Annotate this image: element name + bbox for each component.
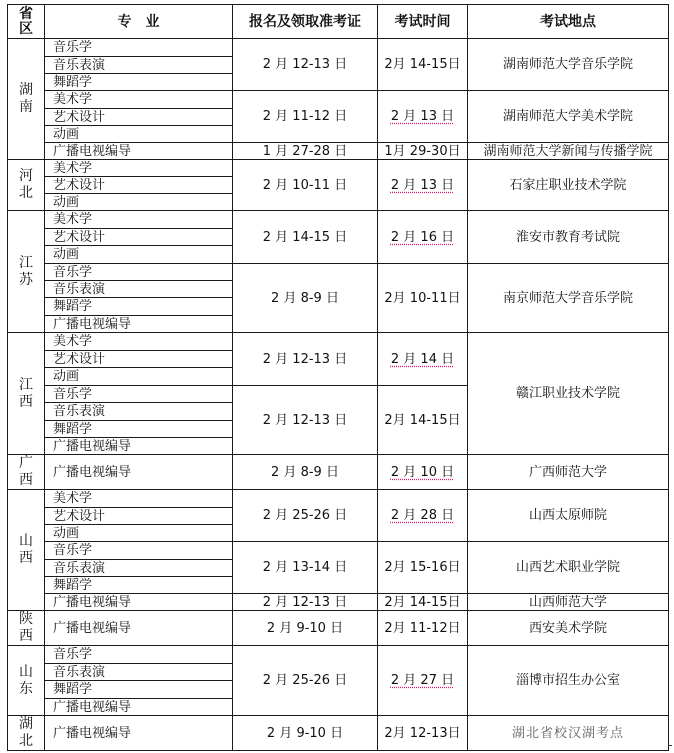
- location-cell: 石家庄职业技术学院: [468, 160, 669, 211]
- table-row: [8, 91, 669, 109]
- exam-time-cell: [378, 91, 468, 143]
- location-cell: 湖南师范大学新闻与传播学院: [468, 143, 669, 160]
- major-cell: 广播电视编导: [45, 716, 233, 751]
- major-cell: 动画: [45, 194, 233, 211]
- registration-cell: 2 月 25-26 日: [233, 646, 378, 716]
- registration-cell: 2 月 25-26 日: [233, 490, 378, 542]
- location-cell: [468, 716, 669, 751]
- province-cell: 湖 北: [8, 716, 45, 751]
- major-cell: 美术学: [45, 490, 233, 508]
- major-cell: 舞蹈学: [45, 298, 233, 316]
- major-cell: 美术学: [45, 333, 233, 351]
- location-cell: 山西太原师院: [468, 490, 669, 542]
- major-cell: 艺术设计: [45, 177, 233, 194]
- table-row: [8, 39, 669, 57]
- major-cell: 音乐学: [45, 39, 233, 57]
- major-cell: 动画: [45, 525, 233, 542]
- major-cell: 音乐表演: [45, 403, 233, 421]
- major-cell: 音乐学: [45, 646, 233, 664]
- registration-cell: 2 月 12-13 日: [233, 333, 378, 386]
- table-row: [8, 611, 669, 646]
- table-row: [8, 716, 669, 751]
- major-cell: 艺术设计: [45, 109, 233, 126]
- registration-cell: 2 月 12-13 日: [233, 386, 378, 455]
- major-cell: 广播电视编导: [45, 438, 233, 455]
- province-cell: 湖 南: [8, 39, 45, 160]
- exam-time-cell: 2月 12-13日: [378, 716, 468, 751]
- major-cell: 广播电视编导: [45, 455, 233, 490]
- exam-time-cell: 1月 29-30日: [378, 143, 468, 160]
- location-cell: 湖南师范大学音乐学院: [468, 39, 669, 91]
- major-cell: 动画: [45, 246, 233, 264]
- province-cell: 山 西: [8, 490, 45, 611]
- major-cell: 音乐表演: [45, 560, 233, 577]
- major-cell: 音乐表演: [45, 57, 233, 74]
- header-province-char: 省: [19, 5, 33, 22]
- edge-mark: [668, 745, 672, 746]
- exam-time-text: 2 月 28 日: [390, 508, 455, 523]
- header-row: [8, 5, 669, 39]
- major-cell: 美术学: [45, 91, 233, 109]
- province-cell: 广 西: [8, 455, 45, 490]
- table-row: [8, 594, 669, 611]
- exam-time-cell: [378, 490, 468, 542]
- major-cell: 广播电视编导: [45, 594, 233, 611]
- major-cell: 音乐学: [45, 386, 233, 403]
- major-cell: 动画: [45, 368, 233, 386]
- location-cell: 湖南师范大学美术学院: [468, 91, 669, 143]
- major-cell: 舞蹈学: [45, 74, 233, 91]
- major-cell: 舞蹈学: [45, 421, 233, 438]
- exam-time-cell: [378, 211, 468, 264]
- location-cell: 广西师范大学: [468, 455, 669, 490]
- exam-time-cell: 2月 14-15日: [378, 39, 468, 91]
- exam-time-text: 2 月 13 日: [390, 177, 455, 193]
- header-province: [8, 5, 45, 39]
- location-cell: 赣江职业技术学院: [468, 333, 669, 455]
- header-location: 考试地点: [468, 5, 669, 39]
- location-cell: 淄博市招生办公室: [468, 646, 669, 716]
- major-cell: 广播电视编导: [45, 316, 233, 333]
- registration-cell: 2 月 8-9 日: [233, 264, 378, 333]
- header-major: 专 业: [45, 5, 233, 39]
- registration-cell: 2 月 11-12 日: [233, 91, 378, 143]
- major-cell: 音乐学: [45, 264, 233, 281]
- province-cell: 江 西: [8, 333, 45, 455]
- location-cell: 淮安市教育考试院: [468, 211, 669, 264]
- major-cell: 美术学: [45, 211, 233, 229]
- table-row: [8, 264, 669, 281]
- registration-cell: 2 月 8-9 日: [233, 455, 378, 490]
- location-cell: 山西艺术职业学院: [468, 542, 669, 594]
- registration-cell: 2 月 12-13 日: [233, 39, 378, 91]
- major-cell: 音乐表演: [45, 281, 233, 298]
- header-registration: 报名及领取准考证: [233, 5, 378, 39]
- exam-time-text: 2 月 16 日: [390, 229, 455, 245]
- major-cell: 广播电视编导: [45, 699, 233, 716]
- registration-cell: 2 月 12-13 日: [233, 594, 378, 611]
- exam-time-text: 2 月 13 日: [390, 109, 455, 124]
- exam-time-cell: 2月 15-16日: [378, 542, 468, 594]
- location-cell: 南京师范大学音乐学院: [468, 264, 669, 333]
- exam-time-cell: [378, 160, 468, 211]
- table-row: [8, 490, 669, 508]
- header-exam-time: 考试时间: [378, 5, 468, 39]
- major-cell: 音乐表演: [45, 664, 233, 681]
- province-cell: 河 北: [8, 160, 45, 211]
- province-cell: 山 东: [8, 646, 45, 716]
- table-row: [8, 455, 669, 490]
- major-cell: 舞蹈学: [45, 577, 233, 594]
- table-row: [8, 211, 669, 229]
- registration-cell: 2 月 13-14 日: [233, 542, 378, 594]
- province-cell: 陕 西: [8, 611, 45, 646]
- registration-cell: 2 月 14-15 日: [233, 211, 378, 264]
- major-cell: 艺术设计: [45, 351, 233, 368]
- table-row: [8, 160, 669, 177]
- exam-time-cell: 2月 10-11日: [378, 264, 468, 333]
- major-cell: 动画: [45, 126, 233, 143]
- exam-time-text: 2 月 27 日: [390, 673, 455, 688]
- exam-time-cell: [378, 646, 468, 716]
- exam-time-cell: 2月 14-15日: [378, 594, 468, 611]
- major-cell: 舞蹈学: [45, 681, 233, 699]
- major-cell: 艺术设计: [45, 508, 233, 525]
- exam-time-cell: [378, 333, 468, 386]
- location-text: 湖北省校汉湖考点: [511, 725, 624, 741]
- table-row: [8, 333, 669, 351]
- major-cell: 广播电视编导: [45, 611, 233, 646]
- exam-time-text: 2 月 14 日: [390, 351, 455, 367]
- major-cell: 广播电视编导: [45, 143, 233, 160]
- exam-time-cell: 2月 11-12日: [378, 611, 468, 646]
- major-cell: 艺术设计: [45, 229, 233, 246]
- location-cell: 西安美术学院: [468, 611, 669, 646]
- header-province-char: 区: [19, 20, 33, 37]
- registration-cell: 1 月 27-28 日: [233, 143, 378, 160]
- registration-cell: 2 月 10-11 日: [233, 160, 378, 211]
- table-row: [8, 542, 669, 560]
- major-cell: 美术学: [45, 160, 233, 177]
- exam-time-cell: [378, 455, 468, 490]
- exam-time-cell: 2月 14-15日: [378, 386, 468, 455]
- major-cell: 音乐学: [45, 542, 233, 560]
- registration-cell: 2 月 9-10 日: [233, 611, 378, 646]
- exam-schedule-table: [7, 4, 669, 751]
- location-cell: 山西师范大学: [468, 594, 669, 611]
- table-row: [8, 143, 669, 160]
- table-row: [8, 646, 669, 664]
- exam-time-text: 2 月 10 日: [390, 464, 455, 480]
- province-cell: 江 苏: [8, 211, 45, 333]
- registration-cell: 2 月 9-10 日: [233, 716, 378, 751]
